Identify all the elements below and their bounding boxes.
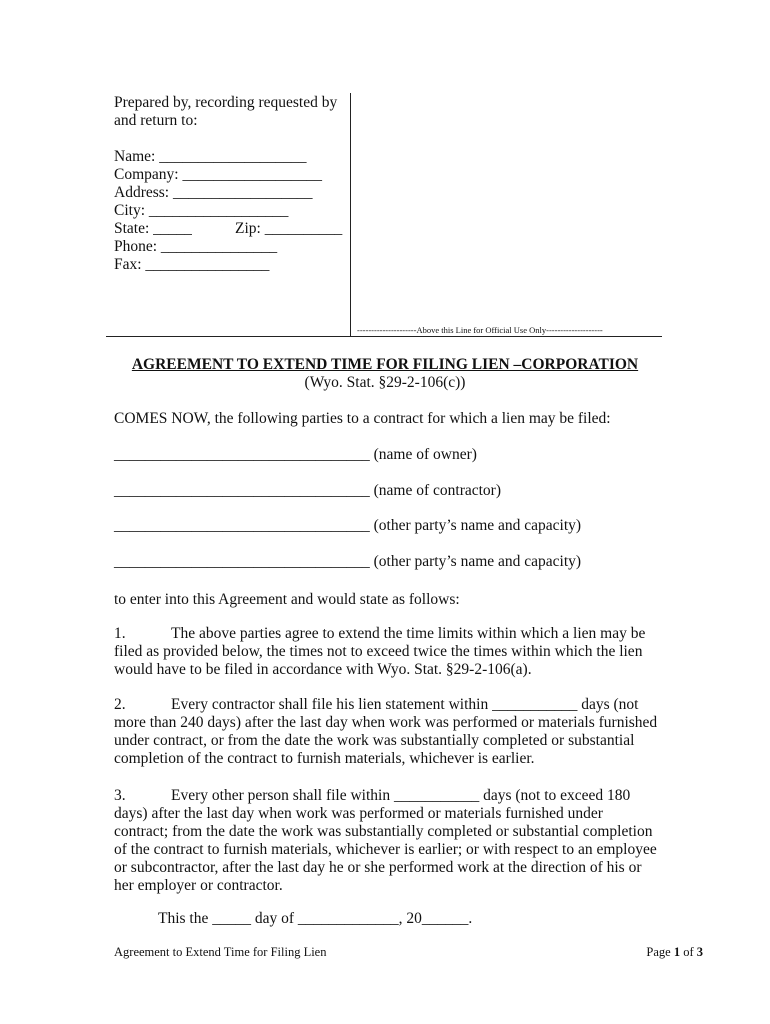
owner-name-line: _________________________________ (name of owner): [114, 446, 477, 463]
document-title: AGREEMENT TO EXTEND TIME FOR FILING LIEN –CORPORATION: [131, 356, 639, 373]
name-field: Name: ___________________: [114, 148, 307, 165]
paragraph-number: 2.: [114, 696, 126, 713]
agreement-intro: to enter into this Agreement and would state as follows:: [114, 591, 460, 608]
header-divider-vertical: [350, 93, 351, 337]
paragraph-2: [114, 696, 658, 768]
phone-field: Phone: _______________: [114, 238, 278, 255]
paragraph-1: [114, 625, 658, 679]
company-field: Company: __________________: [114, 166, 322, 183]
state-field: State: _____: [114, 220, 192, 237]
paragraph-text: Every contractor shall file his lien statement within ___________ days (not more than 240 days) after the last day when work was performed or materials furnished under contract, or from the date the work was substantially completed or substantial completion of the contract to furnish materials, whichever is earlier.: [114, 696, 658, 767]
header-divider-horizontal: [106, 336, 662, 337]
city-field: City: __________________: [114, 202, 289, 219]
page-number: [580, 945, 703, 959]
other-party-line: _________________________________ (other party’s name and capacity): [114, 553, 582, 570]
paragraph-number: 1.: [114, 625, 126, 642]
zip-field: Zip: __________: [235, 220, 343, 237]
other-party-line: _________________________________ (other party’s name and capacity): [114, 517, 582, 534]
paragraph-text: Every other person shall file within ___________ days (not to exceed 180 days) after the last day when work was performed or materials furnished under contract; from the date the work was substantially completed or substantial completion of the contract to furnish materials, whichever is earlier; or with respect to an employee or subcontractor, after the last day he or she performed work at the direction of his or her employer or contractor.: [114, 787, 657, 894]
page-current: 1: [673, 945, 681, 959]
official-use-line-label: ---------------------Above this Line for Official Use Only--------------------: [357, 325, 603, 335]
fax-field: Fax: ________________: [114, 256, 270, 273]
paragraph-3: [114, 787, 658, 895]
page-of: of: [683, 945, 694, 959]
date-line: This the _____ day of _____________, 20______.: [158, 910, 473, 927]
paragraph-text: The above parties agree to extend the time limits within which a lien may be filed as provided below, the times not to exceed twice the times within which the lien would have to be filed in accordance with Wyo. Stat. §29-2-106(a).: [114, 625, 646, 678]
statute-reference: (Wyo. Stat. §29-2-106(c)): [304, 374, 466, 391]
page-label: Page: [646, 945, 671, 959]
contractor-name-line: _________________________________ (name of contractor): [114, 482, 502, 499]
paragraph-number: 3.: [114, 787, 126, 804]
prepared-by-label: Prepared by, recording requested by: [114, 94, 338, 111]
return-to-label: and return to:: [114, 112, 198, 129]
footer-title: Agreement to Extend Time for Filing Lien: [114, 945, 327, 959]
page-total: 3: [696, 945, 703, 959]
address-field: Address: __________________: [114, 184, 313, 201]
intro-text: COMES NOW, the following parties to a contract for which a lien may be filed:: [114, 410, 611, 427]
